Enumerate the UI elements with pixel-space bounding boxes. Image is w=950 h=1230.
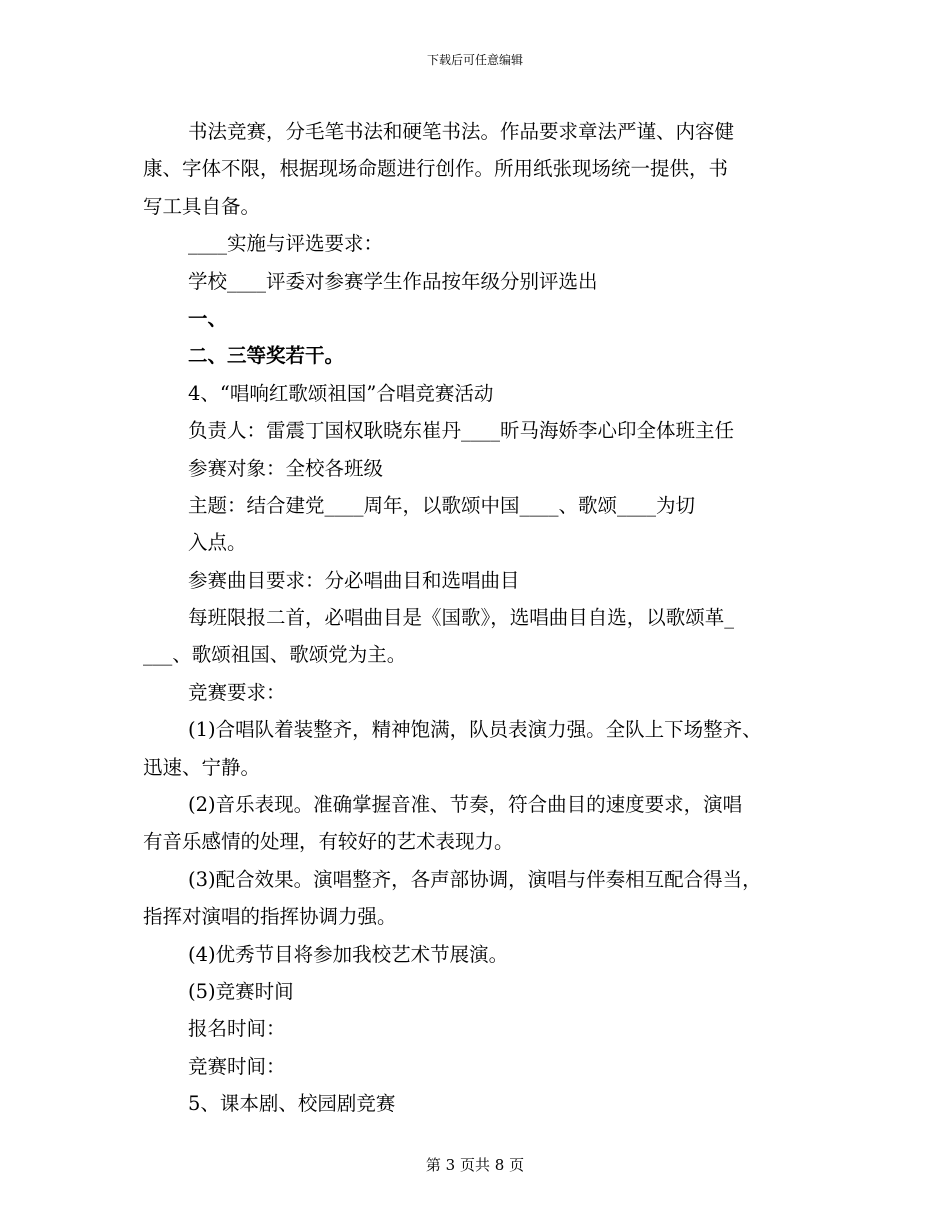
section-heading: 4、“唱响红歌颂祖国”合唱竞赛活动	[188, 381, 494, 405]
paragraph-line: 康、字体不限，根据现场命题进行创作。所用纸张现场统一提供，书	[143, 157, 729, 181]
page-header: 下载后可任意编辑	[426, 53, 523, 67]
paragraph-line: 负责人：雷震丁国权耿晓东崔丹____昕马海娇李心印全体班主任	[188, 419, 735, 443]
paragraph-line: (1)合唱队着装整齐，精神饱满，队员表演力强。全队上下场整齐、	[188, 718, 762, 742]
bold-line: 二、三等奖若干。	[188, 344, 345, 368]
paragraph-line: 参赛对象：全校各班级	[188, 456, 384, 480]
paragraph-line: ____实施与评选要求：	[188, 232, 384, 256]
paragraph-line: 有音乐感情的处理，有较好的艺术表现力。	[143, 830, 514, 854]
paragraph-line: 参赛曲目要求：分必唱曲目和选唱曲目	[188, 568, 520, 592]
paragraph-line: 每班限报二首，必唱曲目是《国歌》，选唱曲目自选，以歌颂革_	[188, 606, 735, 630]
paragraph-line: ___、歌颂祖国、歌颂党为主。	[143, 643, 407, 667]
paragraph-line: 主题：结合建党____周年，以歌颂中国____、歌颂____为切	[188, 493, 696, 517]
paragraph-line: (5)竞赛时间	[188, 979, 294, 1003]
paragraph-line: 写工具自备。	[143, 194, 261, 218]
paragraph-line: 书法竞赛，分毛笔书法和硬笔书法。作品要求章法严谨、内容健	[188, 120, 735, 143]
paragraph-line: 竞赛要求：	[188, 680, 286, 704]
paragraph-line: 竞赛时间：	[188, 1054, 286, 1078]
paragraph-line: 报名时间：	[188, 1017, 286, 1041]
section-heading: 5、课本剧、校园剧竞赛	[188, 1092, 396, 1116]
paragraph-line: (4)优秀节目将参加我校艺术节展演。	[188, 942, 509, 966]
paragraph-line: 迅速、宁静。	[143, 755, 261, 779]
bold-line: 一、	[188, 306, 228, 330]
paragraph-line: 指挥对演唱的指挥协调力强。	[143, 905, 397, 929]
paragraph-line: 学校____评委对参赛学生作品按年级分别评选出	[188, 269, 598, 293]
page-footer: 第 3 页共 8 页	[425, 1156, 525, 1174]
document-body	[143, 113, 828, 1123]
paragraph-line: 入点。	[188, 531, 247, 555]
paragraph-line: (2)音乐表现。准确掌握音准、节奏，符合曲目的速度要求，演唱	[188, 793, 743, 817]
paragraph-line: (3)配合效果。演唱整齐，各声部协调，演唱与伴奏相互配合得当，	[188, 867, 762, 891]
